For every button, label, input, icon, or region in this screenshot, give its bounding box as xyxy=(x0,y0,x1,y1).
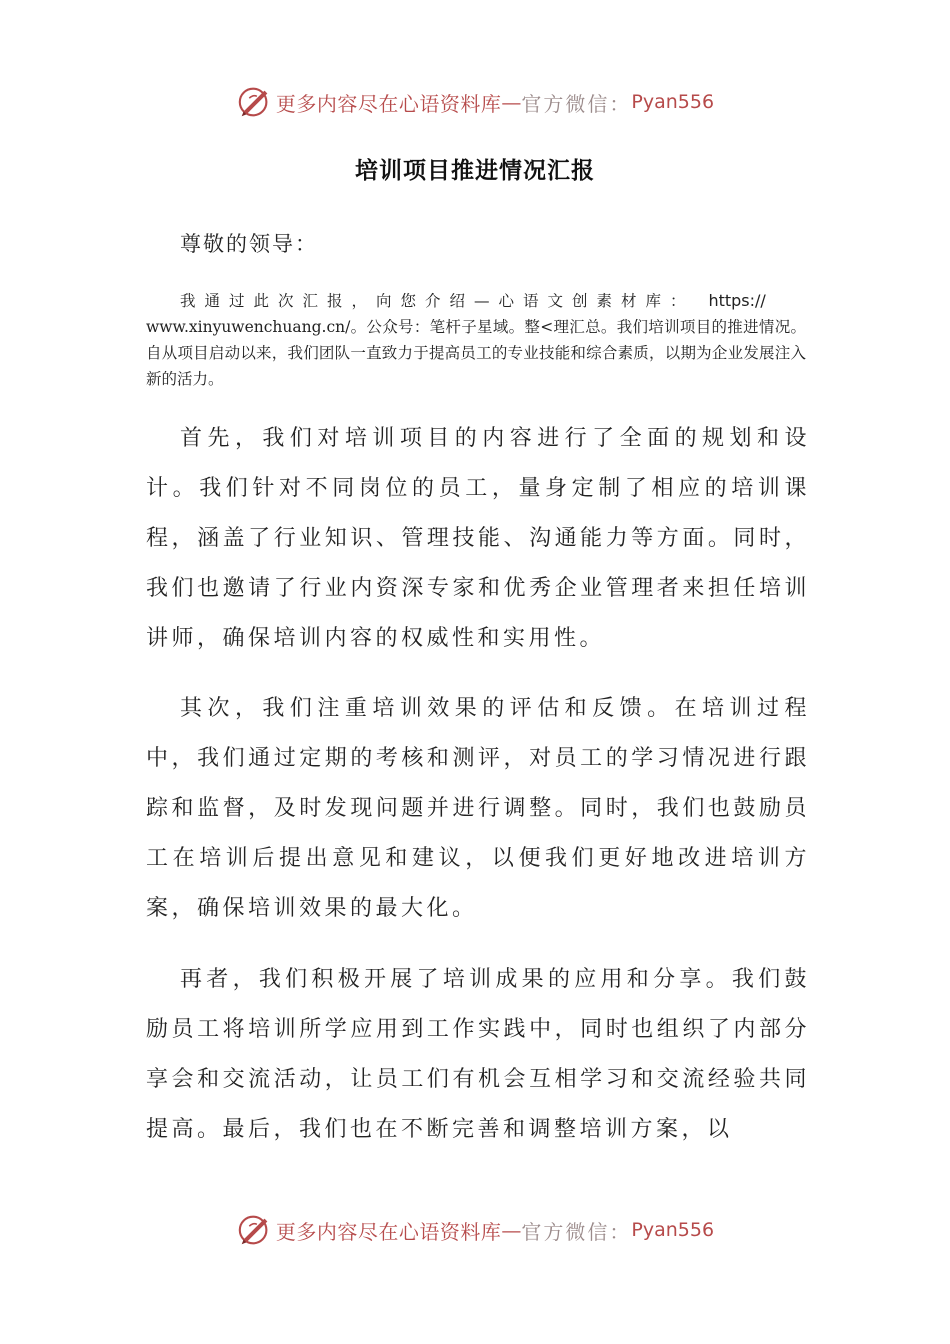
intro-rest: www.xinyuwenchuang.cn/。公众号：笔杆子星域。整<理汇总。我们培训项目的推进情况。自从项目启动以来，我们团队一直致力于提高员工的专业技能和综合素质，以期为企业发展注入新的活力。 xyxy=(146,318,806,388)
page-title: 培训项目推进情况汇报 xyxy=(355,158,595,184)
footer-banner xyxy=(0,1208,950,1252)
body-paragraph-3: 再者，我们积极开展了培训成果的应用和分享。我们鼓励员工将培训所学应用到工作实践中，同时也组织了内部分享会和交流活动，让员工们有机会互相学习和交流经验共同提高。最后，我们也在不断完善和调整培训方案，以 xyxy=(146,967,810,1142)
header-banner xyxy=(0,80,950,124)
banner-subtitle: 官方微信： xyxy=(521,91,632,116)
banner-title: 更多内容尽在心语资料库 xyxy=(275,91,502,116)
salutation: 尊敬的领导： xyxy=(180,232,318,256)
intro-paragraph xyxy=(146,288,806,392)
intro-url: https:// xyxy=(708,291,766,310)
pen-logo-icon xyxy=(236,1211,274,1249)
intro-first-line xyxy=(146,288,806,314)
banner-dash: — xyxy=(501,1218,522,1242)
banner-subtitle: 官方微信： xyxy=(521,1219,632,1244)
intro-line-text: 我通过此次汇报，向您介绍—心语文创素材库： xyxy=(180,292,695,310)
body-paragraph-1: 首先，我们对培训项目的内容进行了全面的规划和设计。我们针对不同岗位的员工，量身定制了相应的培训课程，涵盖了行业知识、管理技能、沟通能力等方面。同时，我们也邀请了行业内资深专家和优秀企业管理者来担任培训讲师，确保培训内容的权威性和实用性。 xyxy=(146,426,810,651)
body-paragraph-2: 其次，我们注重培训效果的评估和反馈。在培训过程中，我们通过定期的考核和测评，对员工的学习情况进行跟踪和监督，及时发现问题并进行调整。同时，我们也鼓励员工在培训后提出意见和建议，以便我们更好地改进培训方案，确保培训效果的最大化。 xyxy=(146,696,810,921)
banner-title: 更多内容尽在心语资料库 xyxy=(275,1219,502,1244)
banner-wechat-id: Pyan556 xyxy=(631,91,715,113)
banner-dash: — xyxy=(501,90,522,114)
pen-logo-icon xyxy=(236,83,274,121)
banner-wechat-id: Pyan556 xyxy=(631,1219,715,1241)
